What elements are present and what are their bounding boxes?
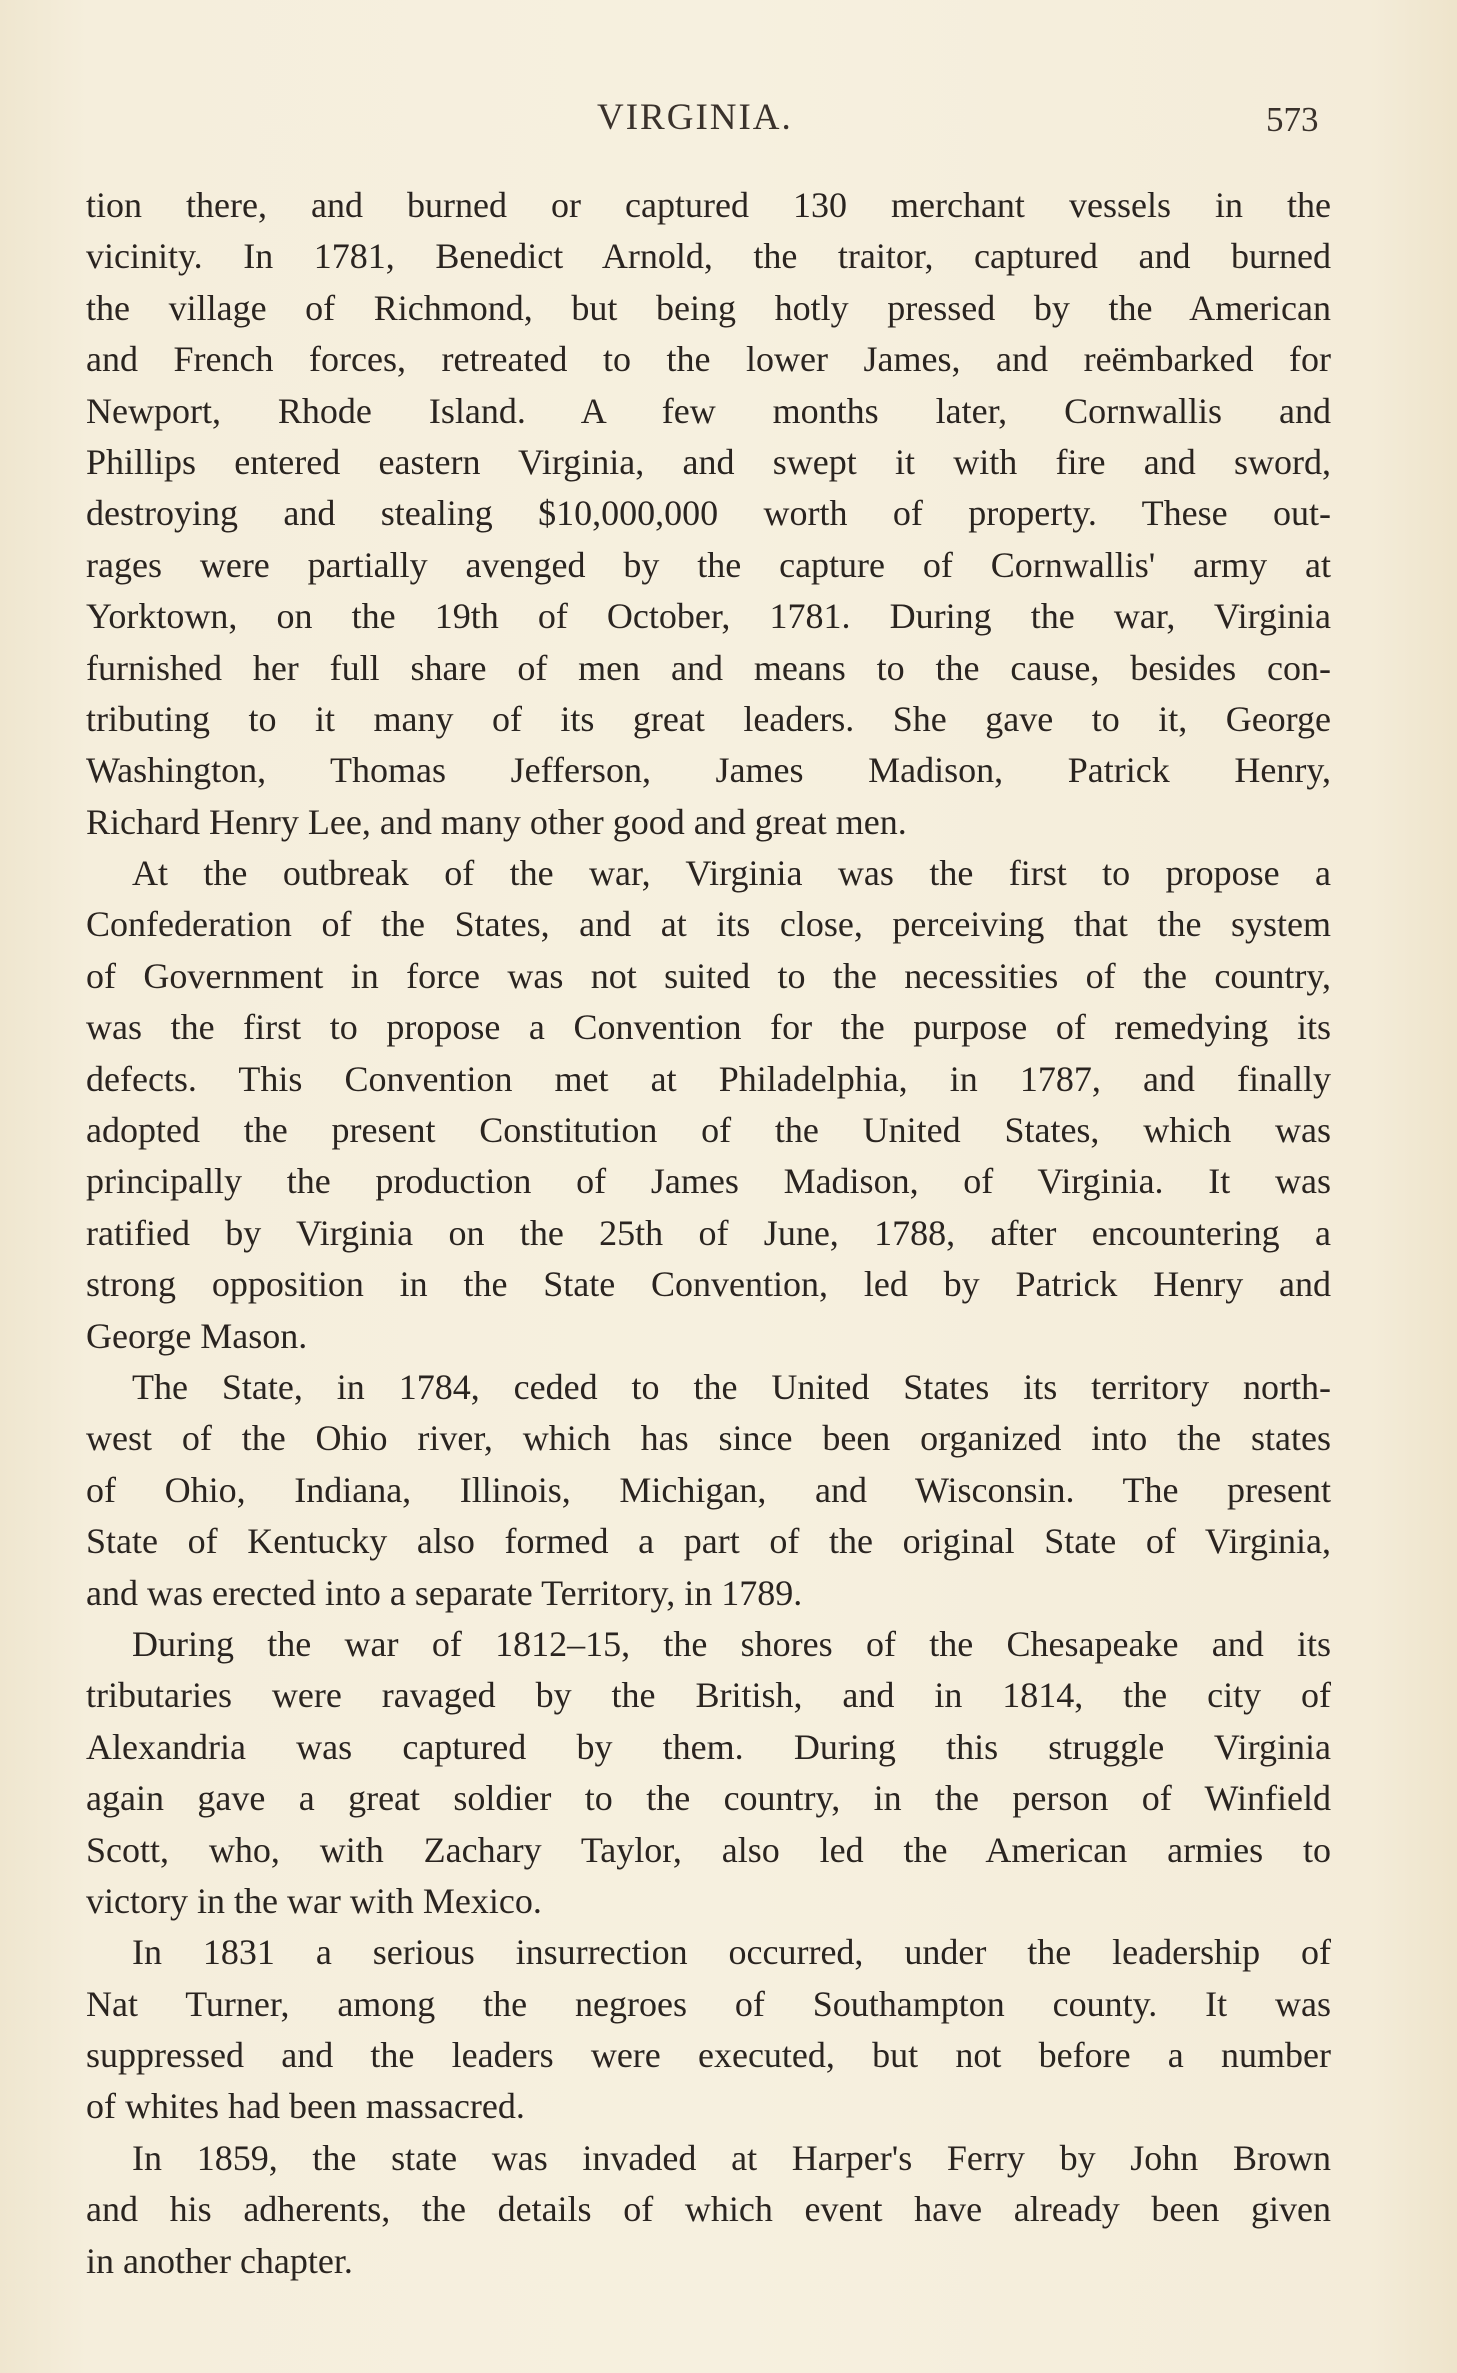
- text-line: ratified by Virginia on the 25th of June, 1788, after encountering a: [86, 1212, 1331, 1253]
- text-line: rages were partially avenged by the capture of Cornwallis' army at: [86, 544, 1331, 585]
- text-line: was the first to propose a Convention for the purpose of remedying its: [86, 1007, 1331, 1048]
- text-line: Confederation of the States, and at its close, perceiving that the system: [86, 904, 1331, 945]
- text-line: victory in the war with Mexico.: [86, 1880, 542, 1921]
- paragraph: [86, 1619, 1331, 1927]
- page-number: 573: [1266, 100, 1319, 139]
- text-line: suppressed and the leaders were executed, but not before a number: [86, 2035, 1331, 2076]
- text-line: in another chapter.: [86, 2240, 353, 2281]
- text-line: The State, in 1784, ceded to the United States its territory north-: [132, 1366, 1331, 1407]
- text-line: Yorktown, on the 19th of October, 1781. During the war, Virginia: [86, 596, 1331, 637]
- paragraph: [86, 1927, 1331, 2133]
- body-text: [86, 180, 1331, 2287]
- text-line: defects. This Convention met at Philadelphia, in 1787, and finally: [86, 1058, 1331, 1099]
- text-line: Scott, who, with Zachary Taylor, also led the American armies to: [86, 1829, 1331, 1870]
- text-line: and his adherents, the details of which event have already been given: [86, 2189, 1331, 2230]
- text-line: of whites had been massacred.: [86, 2086, 525, 2127]
- text-line: At the outbreak of the war, Virginia was the first to propose a: [132, 853, 1331, 894]
- text-line: In 1859, the state was invaded at Harper's Ferry by John Brown: [132, 2137, 1331, 2178]
- text-line: vicinity. In 1781, Benedict Arnold, the traitor, captured and burned: [86, 236, 1331, 277]
- paragraph: [86, 848, 1331, 1362]
- text-line: Newport, Rhode Island. A few months later, Cornwallis and: [86, 390, 1331, 431]
- paragraph: [86, 1362, 1331, 1619]
- text-line: and was erected into a separate Territory, in 1789.: [86, 1572, 803, 1613]
- text-line: Phillips entered eastern Virginia, and swept it with fire and sword,: [86, 441, 1331, 482]
- text-line: and French forces, retreated to the lower James, and reëmbarked for: [86, 339, 1331, 380]
- text-line: adopted the present Constitution of the United States, which was: [86, 1110, 1331, 1151]
- paragraph: [86, 2133, 1331, 2287]
- text-line: the village of Richmond, but being hotly pressed by the American: [86, 287, 1331, 328]
- text-line: During the war of 1812–15, the shores of the Chesapeake and its: [132, 1623, 1331, 1664]
- text-line: Richard Henry Lee, and many other good and great men.: [86, 801, 907, 842]
- text-line: State of Kentucky also formed a part of the original State of Virginia,: [86, 1521, 1331, 1562]
- text-line: again gave a great soldier to the country, in the person of Winfield: [86, 1778, 1331, 1819]
- text-line: of Government in force was not suited to the necessities of the country,: [86, 955, 1331, 996]
- text-line: furnished her full share of men and means to the cause, besides con-: [86, 647, 1331, 688]
- text-line: strong opposition in the State Convention, led by Patrick Henry and: [86, 1264, 1331, 1305]
- running-title: VIRGINIA.: [597, 97, 793, 138]
- text-line: tributaries were ravaged by the British, and in 1814, the city of: [86, 1675, 1331, 1716]
- text-line: Nat Turner, among the negroes of Southampton county. It was: [86, 1983, 1331, 2024]
- text-line: Alexandria was captured by them. During this struggle Virginia: [86, 1726, 1331, 1767]
- text-line: principally the production of James Madison, of Virginia. It was: [86, 1161, 1331, 1202]
- running-header: [0, 96, 1457, 146]
- text-line: tributing to it many of its great leaders. She gave to it, George: [86, 698, 1331, 739]
- text-line: of Ohio, Indiana, Illinois, Michigan, and Wisconsin. The present: [86, 1469, 1331, 1510]
- text-line: destroying and stealing $10,000,000 worth of property. These out-: [86, 493, 1331, 534]
- text-line: tion there, and burned or captured 130 merchant vessels in the: [86, 185, 1331, 225]
- text-line: Washington, Thomas Jefferson, James Madison, Patrick Henry,: [86, 750, 1331, 791]
- text-line: west of the Ohio river, which has since been organized into the states: [86, 1418, 1331, 1459]
- paragraph: [86, 180, 1331, 848]
- text-line: George Mason.: [86, 1315, 308, 1356]
- text-line: In 1831 a serious insurrection occurred, under the leadership of: [132, 1932, 1331, 1973]
